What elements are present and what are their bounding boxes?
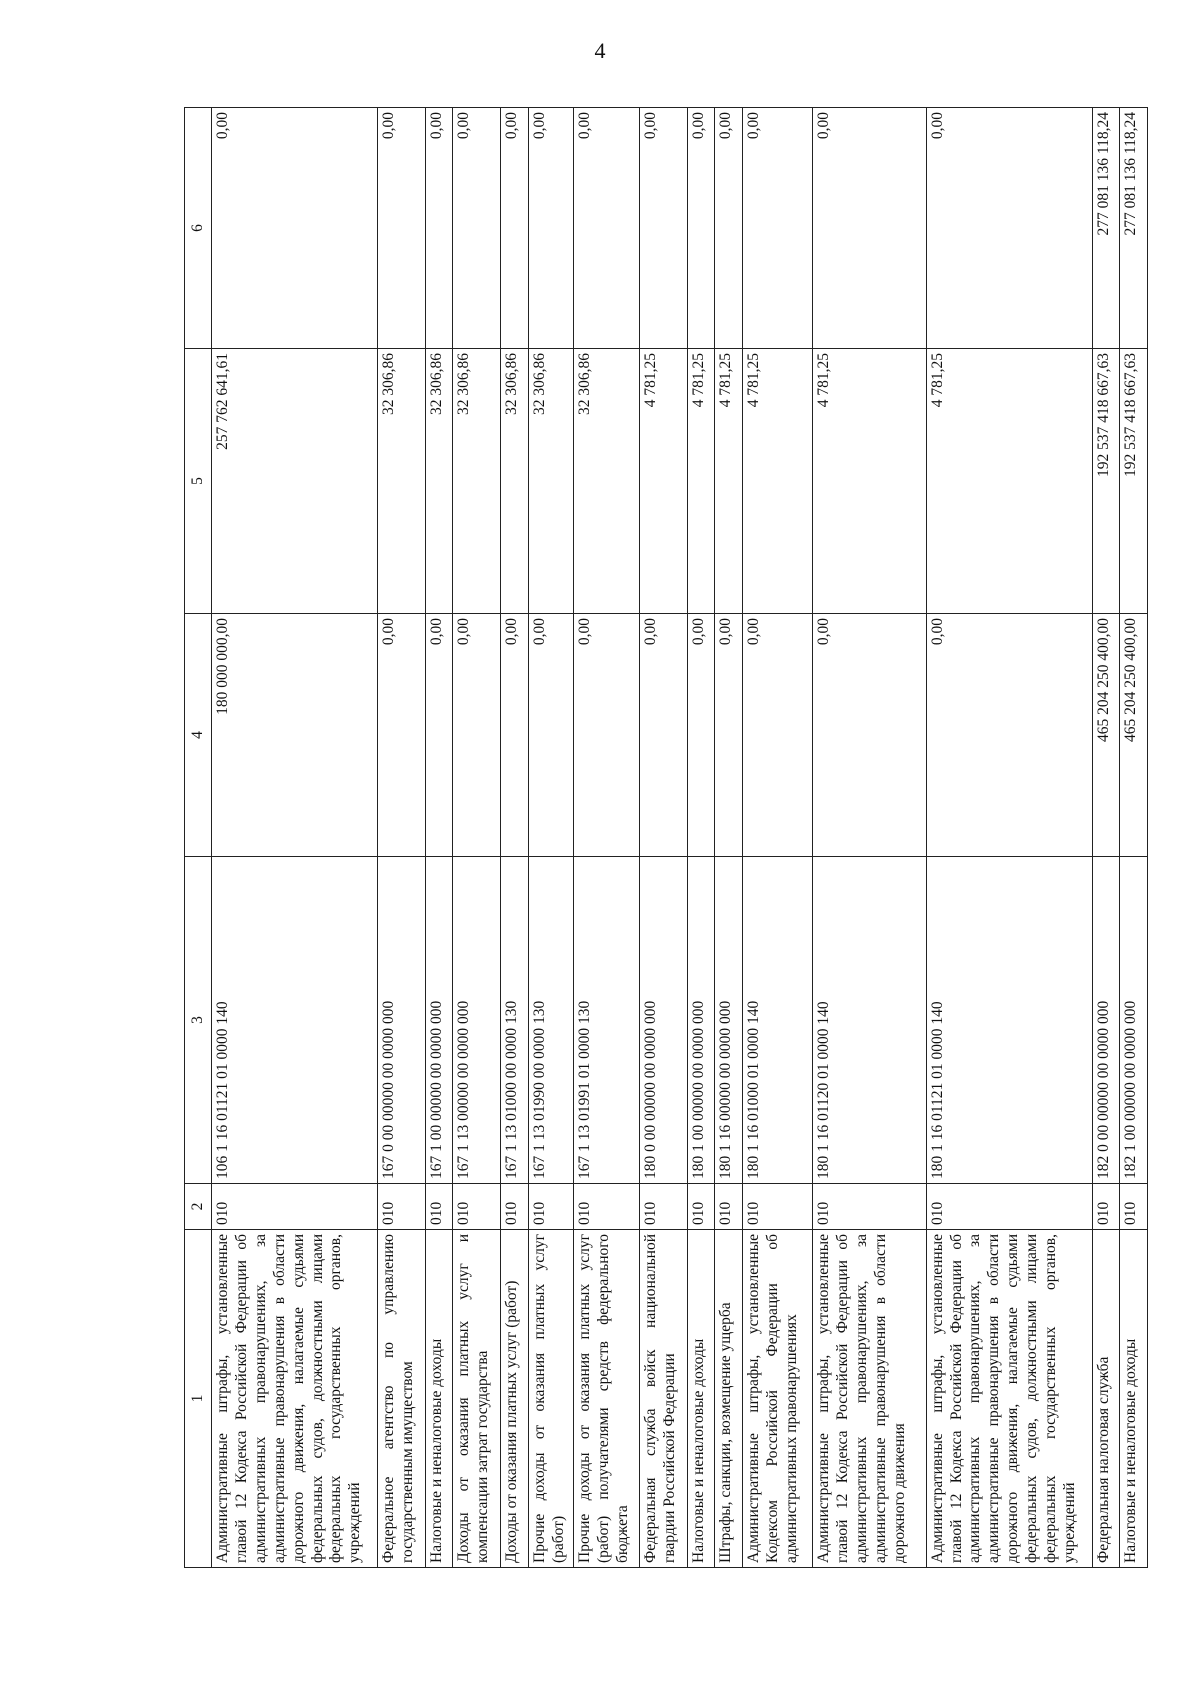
row-name: Налоговые и неналоговые доходы (425, 1230, 453, 1568)
row-kbk: 167 1 13 00000 00 0000 000 (453, 857, 501, 1184)
header-col-5: 5 (185, 349, 212, 614)
table-row (377, 108, 425, 1568)
header-col-4: 4 (185, 614, 212, 857)
row-kbk: 180 1 16 00000 00 0000 000 (715, 857, 743, 1184)
table-row (742, 108, 812, 1568)
row-col5: 192 537 418 667,63 (1120, 349, 1148, 614)
row-col5: 32 306,86 (377, 349, 425, 614)
row-kbk: 182 1 00 00000 00 0000 000 (1120, 857, 1148, 1184)
row-code: 010 (574, 1184, 640, 1230)
row-col6: 0,00 (501, 108, 529, 349)
row-name: Федеральное агентство по управлению государственным имуществом (377, 1230, 425, 1568)
row-col4: 0,00 (687, 614, 715, 857)
row-name: Штрафы, санкции, возмещение ущерба (715, 1230, 743, 1568)
row-col6: 0,00 (812, 108, 926, 349)
row-col5: 32 306,86 (501, 349, 529, 614)
table-row (926, 108, 1092, 1568)
row-col4: 0,00 (715, 614, 743, 857)
table-row (1120, 108, 1148, 1568)
row-name: Федеральная налоговая служба (1092, 1230, 1120, 1568)
row-col4: 0,00 (639, 614, 687, 857)
row-kbk: 167 0 00 00000 00 0000 000 (377, 857, 425, 1184)
row-col4: 0,00 (528, 614, 573, 857)
row-kbk: 180 1 16 01121 01 0000 140 (926, 857, 1092, 1184)
row-code: 010 (812, 1184, 926, 1230)
row-col5: 4 781,25 (687, 349, 715, 614)
table-row (528, 108, 573, 1568)
row-code: 010 (528, 1184, 573, 1230)
row-col6: 0,00 (742, 108, 812, 349)
rotated-table-container (184, 108, 1148, 1568)
row-col5: 32 306,86 (425, 349, 453, 614)
row-col6: 0,00 (453, 108, 501, 349)
row-code: 010 (453, 1184, 501, 1230)
row-code: 010 (742, 1184, 812, 1230)
row-kbk: 180 1 16 01000 01 0000 140 (742, 857, 812, 1184)
row-col6: 0,00 (574, 108, 640, 349)
row-col6: 0,00 (639, 108, 687, 349)
row-col4: 0,00 (812, 614, 926, 857)
row-col6: 0,00 (715, 108, 743, 349)
row-kbk: 180 1 00 00000 00 0000 000 (687, 857, 715, 1184)
row-kbk: 180 0 00 00000 00 0000 000 (639, 857, 687, 1184)
table-row (639, 108, 687, 1568)
row-code: 010 (715, 1184, 743, 1230)
row-kbk: 180 1 16 01120 01 0000 140 (812, 857, 926, 1184)
row-col4: 0,00 (377, 614, 425, 857)
row-col6: 0,00 (377, 108, 425, 349)
table-row (453, 108, 501, 1568)
header-col-6: 6 (185, 108, 212, 349)
row-code: 010 (687, 1184, 715, 1230)
row-col4: 465 204 250 400,00 (1120, 614, 1148, 857)
row-col5: 4 781,25 (926, 349, 1092, 614)
table-row (812, 108, 926, 1568)
row-col4: 180 000 000,00 (212, 614, 378, 857)
row-kbk: 167 1 13 01990 00 0000 130 (528, 857, 573, 1184)
row-name: Налоговые и неналоговые доходы (687, 1230, 715, 1568)
row-col4: 0,00 (742, 614, 812, 857)
row-kbk: 167 1 13 01991 01 0000 130 (574, 857, 640, 1184)
page-number: 4 (594, 38, 606, 63)
row-col5: 4 781,25 (715, 349, 743, 614)
row-code: 010 (926, 1184, 1092, 1230)
row-col5: 32 306,86 (453, 349, 501, 614)
row-code: 010 (212, 1184, 378, 1230)
row-col5: 32 306,86 (528, 349, 573, 614)
header-col-2: 2 (185, 1184, 212, 1230)
row-name: Налоговые и неналоговые доходы (1120, 1230, 1148, 1568)
table-row (1092, 108, 1120, 1568)
row-col5: 4 781,25 (639, 349, 687, 614)
row-name: Доходы от оказания платных услуг и компенсации затрат государства (453, 1230, 501, 1568)
row-code: 010 (377, 1184, 425, 1230)
row-name: Прочие доходы от оказания платных услуг (работ) (528, 1230, 573, 1568)
row-col6: 0,00 (425, 108, 453, 349)
row-name: Административные штрафы, установленные главой 12 Кодекса Российской Федерации об административных правонарушениях, за административные правонарушения в области дорожного движения (812, 1230, 926, 1568)
row-col5: 4 781,25 (742, 349, 812, 614)
row-code: 010 (1092, 1184, 1120, 1230)
row-code: 010 (639, 1184, 687, 1230)
row-col6: 0,00 (528, 108, 573, 349)
row-kbk: 167 1 13 01000 00 0000 130 (501, 857, 529, 1184)
row-name: Административные штрафы, установленные главой 12 Кодекса Российской Федерации об административных правонарушениях, за административные правонарушения в области дорожного движения, налагаемые судьями федеральных судов, должностными лицами федеральных государственных органов, учреждений (212, 1230, 378, 1568)
table-row (574, 108, 640, 1568)
row-name: Доходы от оказания платных услуг (работ) (501, 1230, 529, 1568)
row-col4: 0,00 (501, 614, 529, 857)
row-code: 010 (425, 1184, 453, 1230)
row-col6: 0,00 (926, 108, 1092, 349)
table-row (425, 108, 453, 1568)
row-col4: 0,00 (453, 614, 501, 857)
row-col5: 4 781,25 (812, 349, 926, 614)
row-col4: 465 204 250 400,00 (1092, 614, 1120, 857)
row-name: Административные штрафы, установленные главой 12 Кодекса Российской Федерации об административных правонарушениях, за административные правонарушения в области дорожного движения, налагаемые судьями федеральных судов, должностными лицами федеральных государственных органов, учреждений (926, 1230, 1092, 1568)
row-code: 010 (501, 1184, 529, 1230)
row-name: Прочие доходы от оказания платных услуг (работ) получателями средств федерального бюджета (574, 1230, 640, 1568)
row-kbk: 182 0 00 00000 00 0000 000 (1092, 857, 1120, 1184)
table-row (715, 108, 743, 1568)
row-col5: 32 306,86 (574, 349, 640, 614)
row-col6: 277 081 136 118,24 (1120, 108, 1148, 349)
row-col6: 277 081 136 118,24 (1092, 108, 1120, 349)
header-row (185, 108, 212, 1568)
row-name: Федеральная служба войск национальной гвардии Российской Федерации (639, 1230, 687, 1568)
table-row (501, 108, 529, 1568)
row-name: Административные штрафы, установленные Кодексом Российской Федерации об административных правонарушениях (742, 1230, 812, 1568)
row-code: 010 (1120, 1184, 1148, 1230)
table-row (212, 108, 378, 1568)
row-col4: 0,00 (425, 614, 453, 857)
header-col-1: 1 (185, 1230, 212, 1568)
row-kbk: 106 1 16 01121 01 0000 140 (212, 857, 378, 1184)
row-col4: 0,00 (926, 614, 1092, 857)
header-col-3: 3 (185, 857, 212, 1184)
row-col5: 192 537 418 667,63 (1092, 349, 1120, 614)
row-col6: 0,00 (212, 108, 378, 349)
row-col4: 0,00 (574, 614, 640, 857)
row-col6: 0,00 (687, 108, 715, 349)
table-row (687, 108, 715, 1568)
row-kbk: 167 1 00 00000 00 0000 000 (425, 857, 453, 1184)
row-col5: 257 762 641,61 (212, 349, 378, 614)
revenue-table (184, 107, 1148, 1568)
